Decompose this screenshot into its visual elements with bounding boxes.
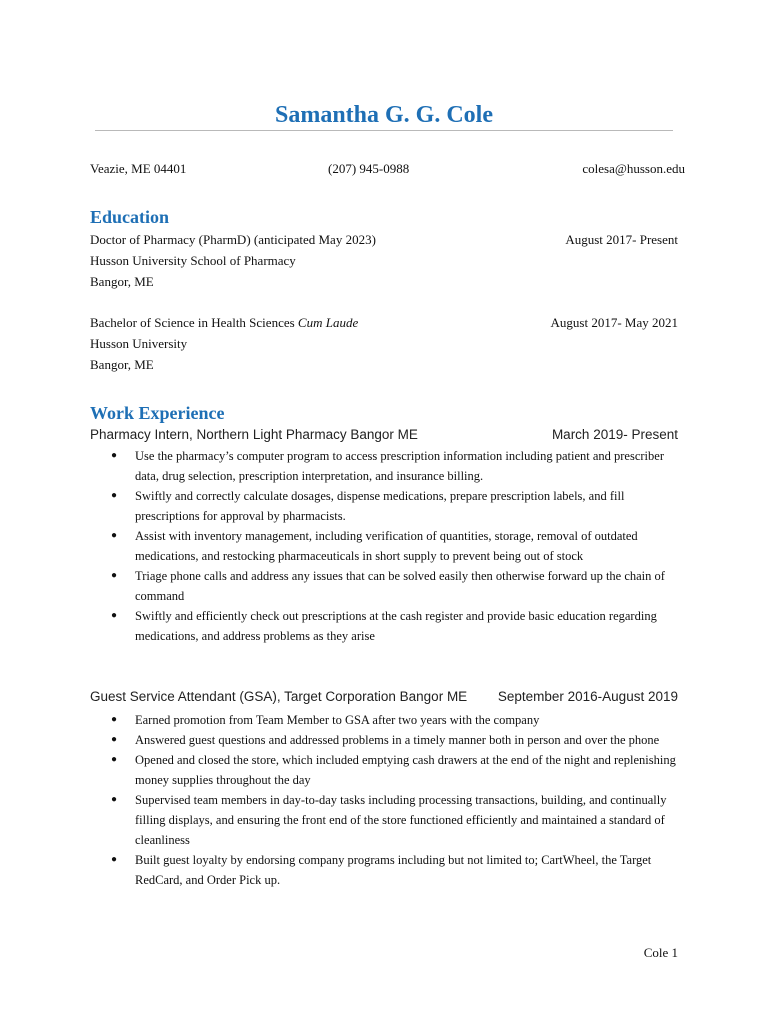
- contact-phone: (207) 945-0988: [328, 161, 410, 176]
- edu-1-dates: August 2017- Present: [565, 232, 678, 247]
- applicant-name: Samantha G. G. Cole: [274, 102, 493, 128]
- contact-line: [90, 160, 685, 178]
- job-2-title: Guest Service Attendant (GSA), Target Corporation Bangor ME: [90, 689, 468, 704]
- header-divider: [95, 130, 673, 131]
- job-2-dates: September 2016-August 2019: [497, 689, 678, 704]
- bullet-text: Assist with inventory management, including verification of quantities, storage, removal of outdated medications, and restocking pharmaceuticals in short supply to prevent being out of stock: [135, 529, 638, 563]
- edu-1-degree: Doctor of Pharmacy (PharmD) (anticipated May 2023): [90, 232, 376, 247]
- bullet-icon: ●: [111, 854, 118, 865]
- job-2-heading-line: [90, 687, 678, 707]
- list-item: [110, 486, 680, 526]
- job-1-dates: March 2019- Present: [551, 427, 678, 442]
- list-item: [110, 850, 680, 890]
- edu-2-school: Husson University: [90, 336, 188, 351]
- bullet-icon: ●: [111, 570, 118, 581]
- list-item: [110, 730, 680, 750]
- edu-1-school: Husson University School of Pharmacy: [90, 253, 296, 268]
- list-item: [110, 790, 680, 850]
- list-item: [110, 446, 680, 486]
- list-item: [110, 750, 680, 790]
- job-2-bullets: [110, 710, 680, 890]
- bullet-text: Swiftly and efficiently check out prescriptions at the cash register and provide basic education regarding medications, and address problems as they arise: [135, 609, 657, 643]
- edu-2-degree: Bachelor of Science in Health Sciences: [90, 315, 298, 330]
- job-1-title: Pharmacy Intern, Northern Light Pharmacy Bangor ME: [90, 427, 418, 442]
- bullet-text: Use the pharmacy’s computer program to access prescription information including patient and prescriber data, drug selection, prescription interpretation, and insurance billing.: [135, 449, 664, 483]
- edu-2-dates: August 2017- May 2021: [550, 315, 678, 330]
- list-item: [110, 566, 680, 606]
- bullet-icon: ●: [111, 450, 118, 461]
- edu-1-degree-line: [90, 230, 678, 250]
- list-item: [110, 606, 680, 646]
- edu-2-degree-line: [90, 313, 678, 333]
- bullet-icon: ●: [111, 714, 118, 725]
- education-heading: Education: [90, 207, 170, 227]
- work-experience-heading: Work Experience: [90, 403, 225, 423]
- bullet-icon: ●: [111, 754, 118, 765]
- bullet-icon: ●: [111, 734, 118, 745]
- page-number: Cole 1: [643, 945, 678, 960]
- contact-email: colesa@husson.edu: [582, 161, 685, 176]
- bullet-icon: ●: [111, 490, 118, 501]
- bullet-text: Swiftly and correctly calculate dosages, dispense medications, prepare prescription labels, and fill prescriptions for approval by pharmacists.: [135, 489, 625, 523]
- bullet-text: Supervised team members in day-to-day tasks including processing transactions, building, and continually filling displays, and ensuring the front end of the store functioned efficiently and maintained a standard of cleanliness: [135, 793, 667, 847]
- bullet-icon: ●: [111, 530, 118, 541]
- list-item: [110, 710, 680, 730]
- edu-2-honors: Cum Laude: [297, 315, 359, 330]
- edu-1-location: Bangor, ME: [90, 274, 154, 289]
- bullet-icon: ●: [111, 794, 118, 805]
- bullet-icon: ●: [111, 610, 118, 621]
- list-item: [110, 526, 680, 566]
- job-1-heading-line: [90, 425, 678, 445]
- contact-address: Veazie, ME 04401: [90, 161, 187, 176]
- bullet-text: Earned promotion from Team Member to GSA after two years with the company: [135, 713, 540, 727]
- job-1-bullets: [110, 446, 680, 646]
- bullet-text: Built guest loyalty by endorsing company programs including but not limited to; CartWheel, the Target RedCard, and Order Pick up.: [135, 853, 652, 887]
- bullet-text: Opened and closed the store, which included emptying cash drawers at the end of the night and replenishing money supplies throughout the day: [135, 753, 676, 787]
- bullet-text: Triage phone calls and address any issues that can be solved easily then otherwise forward up the chain of command: [135, 569, 665, 603]
- bullet-text: Answered guest questions and addressed problems in a timely manner both in person and over the phone: [135, 733, 660, 747]
- edu-2-location: Bangor, ME: [90, 357, 154, 372]
